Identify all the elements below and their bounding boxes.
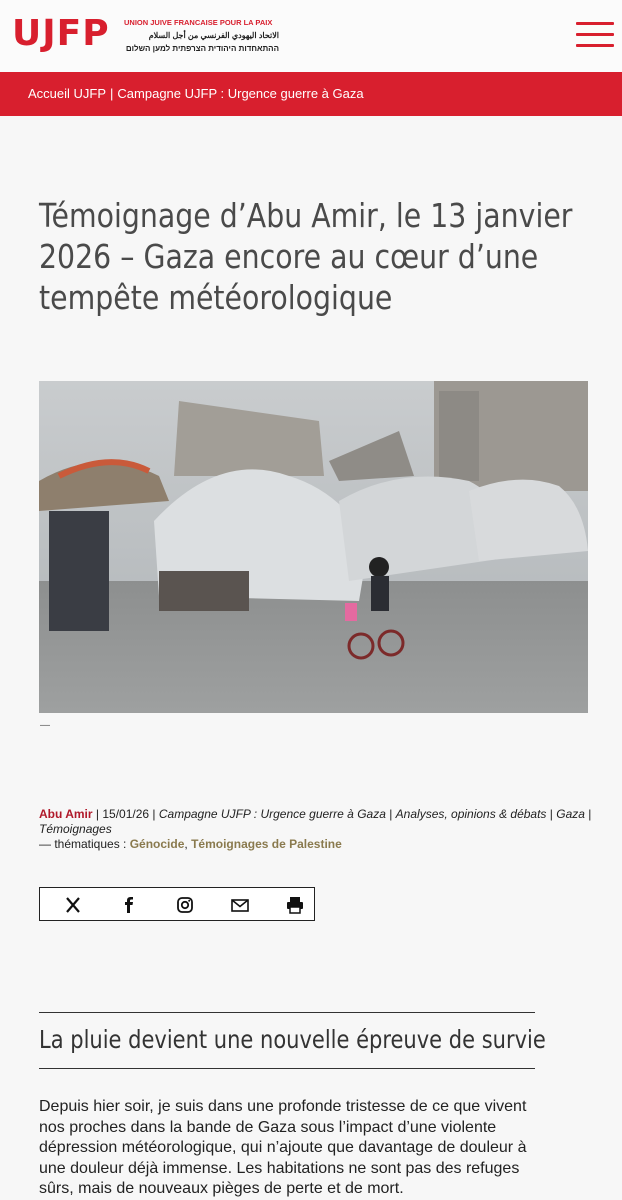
publish-date: 15/01/26 bbox=[102, 807, 150, 821]
article-meta: Abu Amir | 15/01/26 | Campagne UJFP : Urgence guerre à Gaza | Analyses, opinions & débats | Gaza | Témoignages — thématiques : Génocide, Témoignages de Palestine bbox=[39, 807, 592, 851]
breadcrumb-current-link[interactable]: Campagne UJFP : Urgence guerre à Gaza bbox=[117, 86, 364, 101]
author-link[interactable]: Abu Amir bbox=[39, 807, 93, 821]
subheading-rule-top bbox=[39, 1012, 535, 1013]
breadcrumb-separator: | bbox=[110, 86, 114, 101]
org-name-block bbox=[124, 16, 294, 55]
site-logo[interactable]: UJFP bbox=[12, 13, 110, 54]
org-name-french: UNION JUIVE FRANCAISE POUR LA PAIX bbox=[124, 18, 273, 27]
category-link-campagne[interactable]: Campagne UJFP : Urgence guerre à Gaza bbox=[158, 807, 386, 821]
image-caption: — bbox=[40, 720, 50, 731]
breadcrumb-home-link[interactable]: Accueil UJFP bbox=[28, 86, 107, 101]
meta-separator: | bbox=[588, 807, 592, 821]
article-hero-image bbox=[39, 381, 588, 713]
meta-separator: | bbox=[389, 807, 396, 821]
breadcrumb-bar bbox=[0, 72, 622, 116]
site-header bbox=[0, 0, 622, 73]
org-name-arabic: الاتحاد اليهودي الفرنسي من أجل السلام bbox=[148, 31, 279, 40]
org-name-hebrew: ההתאחדות היהודית הצרפתית למען השלום bbox=[125, 44, 279, 53]
share-bar bbox=[39, 887, 315, 921]
breadcrumb bbox=[28, 86, 364, 102]
meta-separator: | bbox=[95, 807, 103, 821]
print-icon[interactable] bbox=[285, 895, 305, 915]
article-paragraph: Depuis hier soir, je suis dans une profonde tristesse de ce que vivent nos proches dans la bande de Gaza sous l’impact d’une violente dépression météorologique, qui n’ajoute que davantage de douleur à une douleur déjà immense. Les habitations ne sont pas des refuges sûrs, mais de nouveaux pièges de perte et de mort. bbox=[39, 1098, 527, 1197]
theme-link-genocide[interactable]: Génocide bbox=[129, 837, 185, 851]
meta-separator: | bbox=[152, 807, 159, 821]
facebook-icon[interactable] bbox=[119, 895, 139, 915]
x-icon[interactable] bbox=[63, 895, 83, 915]
article-title: Témoignage d’Abu Amir, le 13 janvier 2026 – Gaza encore au cœur d’une tempête météorologique bbox=[39, 196, 573, 317]
hamburger-menu-icon[interactable] bbox=[576, 22, 614, 50]
instagram-icon[interactable] bbox=[175, 895, 195, 915]
category-link-temoignages[interactable]: Témoignages bbox=[39, 822, 112, 836]
article-subheading: La pluie devient une nouvelle épreuve de survie bbox=[39, 1025, 546, 1054]
meta-separator: | bbox=[549, 807, 557, 821]
themes-label: — thématiques : bbox=[39, 837, 127, 851]
category-link-analyses[interactable]: Analyses, opinions & débats bbox=[395, 807, 547, 821]
gaza-rain-photo bbox=[39, 381, 588, 713]
subheading-rule-bottom bbox=[39, 1068, 535, 1069]
email-icon[interactable] bbox=[230, 895, 250, 915]
category-link-gaza[interactable]: Gaza bbox=[556, 807, 585, 821]
theme-link-temoignages-palestine[interactable]: Témoignages de Palestine bbox=[191, 837, 342, 851]
